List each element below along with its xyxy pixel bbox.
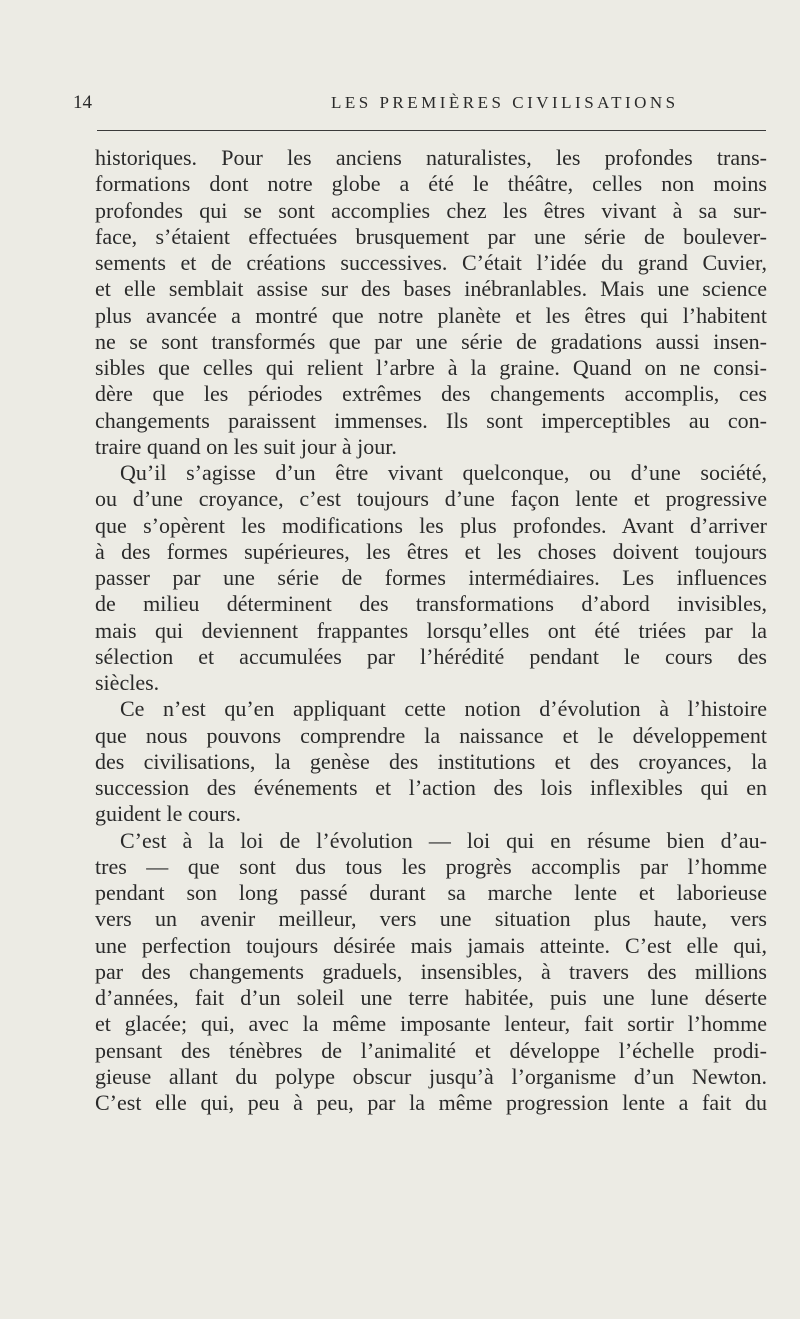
text-line: et elle semblait assise sur des bases inébranlables. Mais une science	[95, 276, 767, 302]
text-line: pensant des ténèbres de l’animalité et développe l’échelle prodi-	[95, 1037, 767, 1063]
body-text	[95, 145, 767, 1116]
page-number: 14	[73, 92, 92, 113]
running-head	[73, 91, 766, 121]
text-line: C’est elle qui, peu à peu, par la même progression lente a fait du	[95, 1090, 767, 1115]
text-line: des civilisations, la genèse des institutions et des croyances, la	[95, 748, 767, 774]
text-line: ne se sont transformés que par une série de gradations aussi insen-	[95, 328, 767, 354]
text-line: dère que les périodes extrêmes des changements accomplis, ces	[95, 381, 767, 407]
text-line: par des changements graduels, insensibles, à travers des millions	[95, 958, 767, 984]
header-rule	[97, 130, 766, 131]
text-line: traire quand on les suit jour à jour.	[95, 433, 397, 459]
text-line: passer par une série de formes intermédiaires. Les influences	[95, 565, 767, 590]
text-line: à des formes supérieures, les êtres et les choses doivent toujours	[95, 538, 767, 564]
text-line: et glacée; qui, avec la même imposante lenteur, fait sortir l’homme	[95, 1011, 767, 1037]
text-line: historiques. Pour les anciens naturalistes, les profondes trans-	[95, 145, 767, 170]
text-line: Qu’il s’agisse d’un être vivant quelconque, ou d’une société,	[120, 460, 767, 485]
text-line: Ce n’est qu’en appliquant cette notion d’évolution à l’histoire	[120, 696, 767, 722]
text-line: siècles.	[95, 670, 160, 695]
text-line: plus avancée a montré que notre planète et les êtres qui l’habitent	[95, 302, 767, 328]
running-title: LES PREMIÈRES CIVILISATIONS	[331, 93, 679, 112]
text-line: que nous pouvons comprendre la naissance et le développement	[95, 722, 767, 748]
text-line: vers un avenir meilleur, vers une situation plus haute, vers	[95, 906, 767, 932]
text-line: sélection et accumulées par l’hérédité pendant le cours des	[95, 643, 767, 669]
text-line: profondes qui se sont accomplies chez les êtres vivant à sa sur-	[95, 197, 767, 223]
text-line: guident le cours.	[95, 801, 242, 827]
text-line: que s’opèrent les modifications les plus profondes. Avant d’arriver	[95, 512, 767, 538]
text-line: changements paraissent immenses. Ils sont imperceptibles au con-	[95, 407, 767, 433]
text-line: d’années, fait d’un soleil une terre habitée, puis une lune déserte	[95, 985, 767, 1010]
text-line: ou d’une croyance, c’est toujours d’une façon lente et progressive	[95, 486, 767, 512]
text-line: tres — que sont dus tous les progrès accomplis par l’homme	[95, 853, 767, 879]
text-line: mais qui deviennent frappantes lorsqu’elles ont été triées par la	[95, 617, 767, 643]
text-line: de milieu déterminent des transformations d’abord invisibles,	[95, 591, 767, 617]
text-line: C’est à la loi de l’évolution — loi qui en résume bien d’au-	[120, 827, 767, 853]
text-line: une perfection toujours désirée mais jamais atteinte. C’est elle qui,	[95, 932, 767, 958]
text-line: gieuse allant du polype obscur jusqu’à l’organisme d’un Newton.	[95, 1063, 767, 1089]
text-line: pendant son long passé durant sa marche lente et laborieuse	[95, 880, 767, 905]
text-line: sements et de créations successives. C’était l’idée du grand Cuvier,	[95, 250, 767, 275]
text-line: formations dont notre globe a été le théâtre, celles non moins	[95, 171, 767, 197]
text-line: sibles que celles qui relient l’arbre à la graine. Quand on ne consi-	[95, 355, 767, 380]
text-line: succession des événements et l’action des lois inflexibles qui en	[95, 775, 767, 800]
text-line: face, s’étaient effectuées brusquement par une série de boulever-	[95, 223, 767, 249]
